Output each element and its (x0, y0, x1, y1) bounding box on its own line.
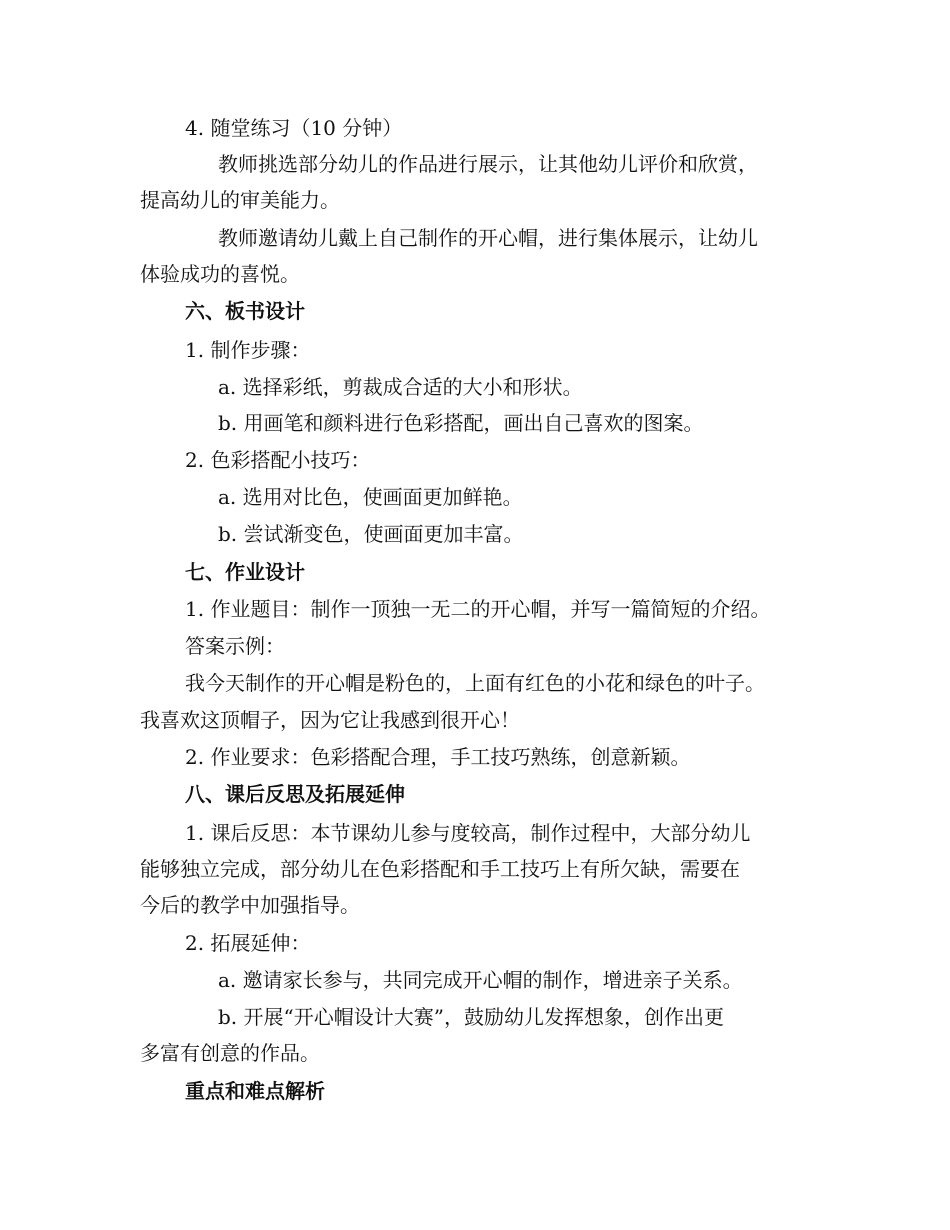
board-design-heading: 六、板书设计 (185, 299, 305, 323)
practice-paragraph-2-cont: 体验成功的喜悦。 (140, 262, 300, 286)
extension-item-a: a. 邀请家长参与，共同完成开心帽的制作，增进亲子关系。 (218, 968, 743, 992)
extension-title: 2. 拓展延伸： (185, 931, 311, 955)
practice-paragraph-2: 教师邀请幼儿戴上自己制作的开心帽，进行集体展示，让幼儿 (218, 226, 758, 250)
practice-paragraph-1-cont: 提高幼儿的审美能力。 (140, 188, 340, 212)
reflection-item-1-cont: 能够独立完成，部分幼儿在色彩搭配和手工技巧上有所欠缺，需要在 (140, 857, 740, 881)
practice-paragraph-1: 教师挑选部分幼儿的作品进行展示，让其他幼儿评价和欣赏， (218, 152, 758, 176)
board-step-a: a. 选择彩纸，剪裁成合适的大小和形状。 (218, 375, 583, 399)
board-tips-b: b. 尝试渐变色，使画面更加丰富。 (218, 522, 524, 546)
board-step-b: b. 用画笔和颜料进行色彩搭配，画出自己喜欢的图案。 (218, 411, 704, 435)
reflection-heading: 八、课后反思及拓展延伸 (185, 782, 405, 806)
homework-item-1: 1. 作业题目：制作一顶独一无二的开心帽，并写一篇简短的介绍。 (185, 597, 771, 621)
extension-item-b: b. 开展“开心帽设计大赛”，鼓励幼儿发挥想象，创作出更 (218, 1005, 724, 1029)
board-step-title: 1. 制作步骤： (185, 338, 311, 362)
homework-example-text: 我今天制作的开心帽是粉色的，上面有红色的小花和绿色的叶子。 (185, 671, 765, 695)
homework-item-2: 2. 作业要求：色彩搭配合理，手工技巧熟练，创意新颖。 (185, 745, 691, 769)
homework-example-text-cont: 我喜欢这顶帽子，因为它让我感到很开心！ (140, 708, 520, 732)
reflection-item-1: 1. 课后反思：本节课幼儿参与度较高，制作过程中，大部分幼儿 (185, 821, 751, 845)
extension-item-b-cont: 多富有创意的作品。 (140, 1041, 320, 1065)
board-tips-a: a. 选用对比色，使画面更加鲜艳。 (218, 485, 523, 509)
practice-title: 4. 随堂练习（10 分钟） (185, 116, 403, 140)
homework-example-label: 答案示例： (185, 634, 285, 658)
board-tips-title: 2. 色彩搭配小技巧： (185, 448, 371, 472)
analysis-heading: 重点和难点解析 (185, 1079, 325, 1103)
reflection-item-1-cont-2: 今后的教学中加强指导。 (140, 893, 360, 917)
homework-heading: 七、作业设计 (185, 560, 305, 584)
